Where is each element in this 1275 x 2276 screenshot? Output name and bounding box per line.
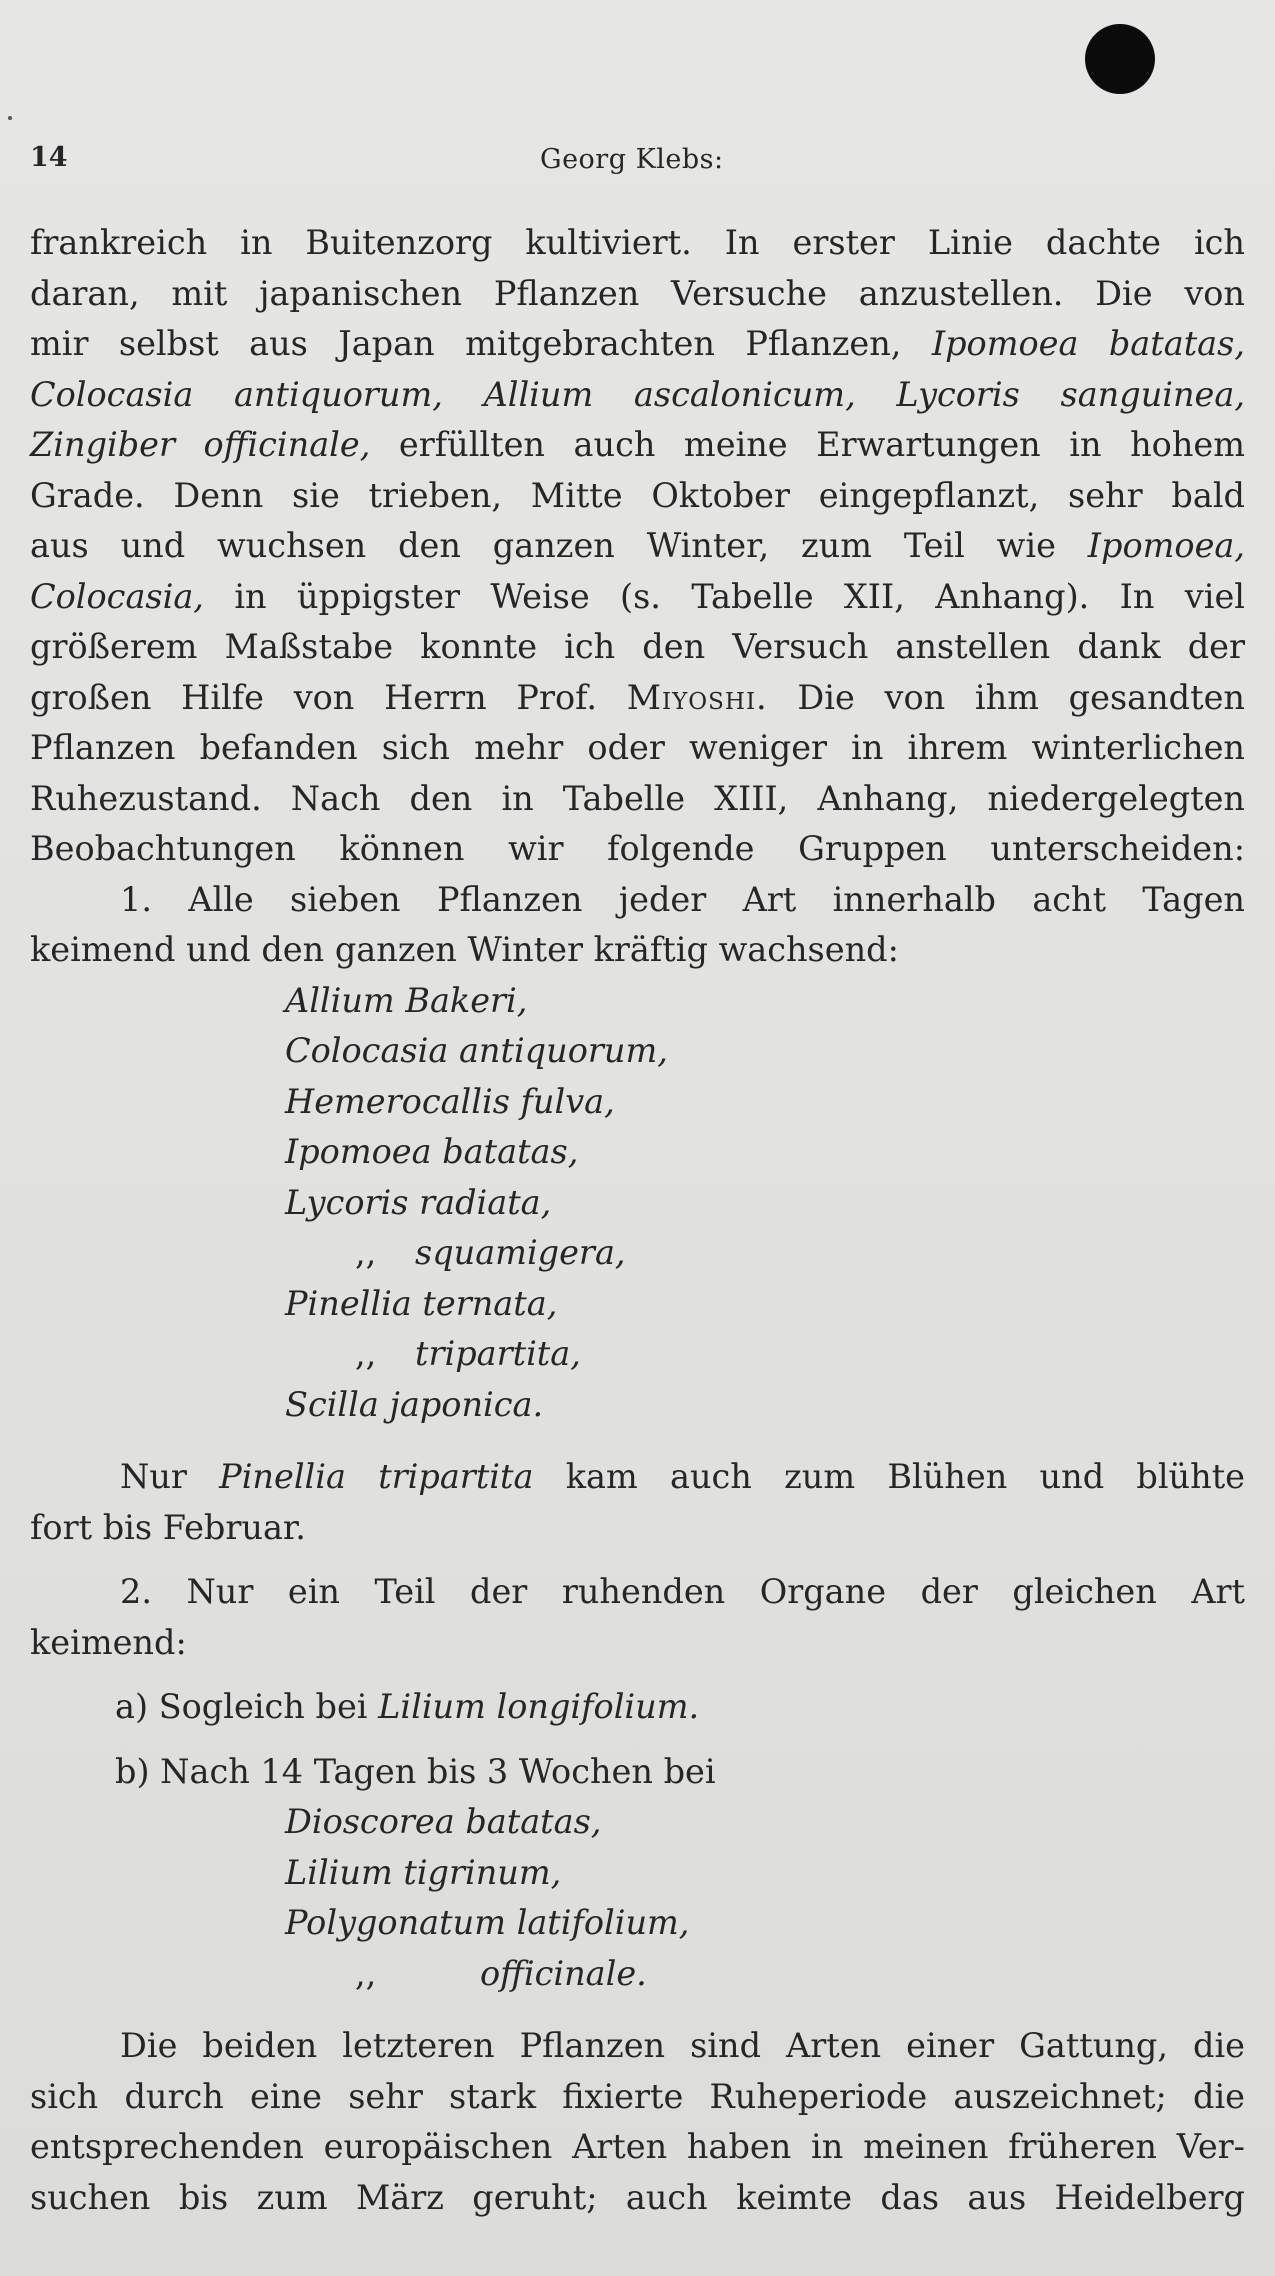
text-line: sich durch eine sehr stark fixierte Ruheperiode auszeichnet; die (30, 2076, 1245, 2116)
text-line (30, 572, 1245, 623)
paragraph-blooming (30, 1452, 1245, 1553)
text-line: 1. Alle sieben Pflanzen jeder Art innerhalb acht Tagen (120, 879, 1245, 919)
margin-speck (8, 116, 12, 120)
text-run: großen Hilfe von Herrn Prof. (30, 677, 597, 717)
species-name: Ipomoea, (1087, 526, 1246, 565)
text-line: Beobachtungen können wir folgende Gruppen unterscheiden: (30, 829, 1245, 868)
text-line: Die beiden letzteren Pflanzen sind Arten einer Gattung, die (120, 2026, 1245, 2065)
species-name: Allium ascalonicum, (483, 374, 856, 414)
group-one (30, 875, 1245, 1431)
species-name: Lycoris sanguinea, (896, 374, 1245, 414)
text-run: erfüllten auch meine Erwartungen in hohem (398, 425, 1245, 464)
text-line: Pflanzen befanden sich mehr oder weniger in ihrem winterlichen (30, 728, 1245, 767)
species-list-item: Pinellia ternata, (285, 1283, 558, 1323)
sub-item-a (30, 1682, 1245, 1733)
species-list-item: Colocasia antiquorum, (285, 1031, 668, 1070)
species-list (30, 976, 1245, 1431)
paragraph-intro (30, 218, 1245, 875)
text-line (30, 420, 1245, 471)
text-run: a) Sogleich bei (115, 1687, 368, 1726)
species-list-item: Lycoris radiata, (285, 1182, 552, 1222)
text-run: mir selbst aus Japan mitgebrachten Pflanzen, (30, 324, 902, 363)
running-head (0, 142, 1275, 182)
text-line (30, 1452, 1245, 1503)
text-line: keimend: (30, 1622, 187, 1662)
spacer (30, 1999, 1245, 2021)
text-line: fort bis Februar. (30, 1507, 306, 1547)
ditto-mark: ,, (355, 1334, 377, 1373)
species-list-item: Allium Bakeri, (285, 980, 528, 1020)
group-two (30, 1567, 1245, 1999)
text-run: Nur (120, 1457, 187, 1496)
species-list-item: Ipomoea batatas, (285, 1132, 579, 1171)
species-name: Colocasia antiquorum, (30, 374, 443, 414)
species-list-item: Polygonatum latifolium, (285, 1903, 690, 1942)
text-line: daran, mit japanischen Pflanzen Versuche anzustellen. Die von (30, 273, 1245, 313)
species-list-item: ,, squamigera, (30, 1228, 1245, 1279)
species-name: Ipomoea batatas, (931, 324, 1245, 363)
spacer (30, 1733, 1245, 1747)
text-line: entsprechenden europäischen Arten haben in meinen früheren Ver- (30, 2127, 1245, 2166)
text-line: größerem Maßstabe konnte ich den Versuch anstellen dank der (30, 627, 1245, 666)
text-line: Grade. Denn sie trieben, Mitte Oktober eingepflanzt, sehr bald (30, 475, 1245, 515)
species-list-item: ,, tripartita, (30, 1329, 1245, 1380)
ink-blot (1085, 24, 1155, 94)
species-name: Lilium longifolium. (378, 1687, 700, 1726)
species-list-item: ,, officinale. (30, 1949, 1245, 2000)
text-run: kam auch zum Blühen und blühte (565, 1457, 1245, 1496)
spacer (30, 1553, 1245, 1567)
text-line: suchen bis zum März geruht; auch keimte das aus Heidelberg (30, 2177, 1245, 2217)
running-head-author: Georg Klebs: (540, 144, 724, 175)
text-line: 2. Nur ein Teil der ruhenden Organe der gleichen Art (120, 1572, 1245, 1611)
spacer (30, 1668, 1245, 1682)
species-list (30, 1797, 1245, 1999)
sub-item-b: b) Nach 14 Tagen bis 3 Wochen bei (115, 1751, 716, 1791)
text-line (30, 521, 1245, 572)
person-name: Miyoshi. (626, 677, 768, 717)
text-run: in üppigster Weise (s. Tabelle XII, Anhang). In viel (234, 576, 1245, 616)
text-line (30, 319, 1245, 370)
ditto-mark: ,, (355, 1233, 377, 1272)
text-line: frankreich in Buitenzorg kultiviert. In erster Linie dachte ich (30, 223, 1245, 262)
text-run: Die von ihm gesandten (797, 677, 1245, 717)
text-line (30, 370, 1245, 421)
page-number: 14 (30, 142, 68, 173)
ditto-mark: ,, (355, 1953, 377, 1993)
species-list-item: Scilla japonica. (285, 1384, 544, 1424)
species-name: Pinellia tripartita (219, 1457, 534, 1496)
text-line: Ruhezustand. Nach den in Tabelle XIII, Anhang, niedergelegten (30, 778, 1245, 818)
species-list-item: Lilium tigrinum, (285, 1852, 562, 1892)
species-list-item: Dioscorea batatas, (285, 1802, 602, 1841)
text-line: keimend und den ganzen Winter kräftig wachsend: (30, 930, 899, 969)
species-list-item: Hemerocallis fulva, (285, 1081, 615, 1121)
text-run: aus und wuchsen den ganzen Winter, zum Teil wie (30, 526, 1056, 565)
species-name: Colocasia, (30, 576, 204, 616)
paragraph-conclusion (30, 2021, 1245, 2223)
species-name: Zingiber officinale, (30, 425, 371, 464)
text-line (30, 673, 1245, 724)
spacer (30, 1430, 1245, 1452)
body-text (30, 218, 1245, 2223)
